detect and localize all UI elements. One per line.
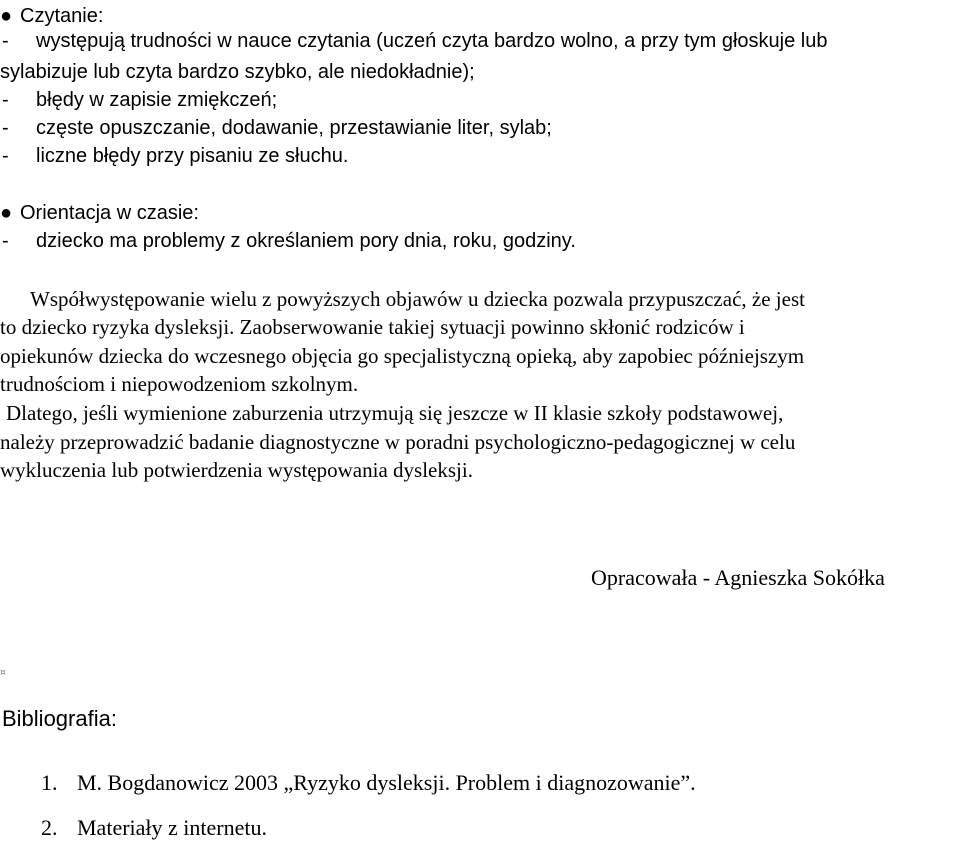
bibliography-number: 2. xyxy=(41,815,58,840)
dash-marker: - xyxy=(2,89,9,111)
list-item xyxy=(0,27,828,55)
paragraph-line xyxy=(30,285,805,313)
author-signature: Opracowała - Agnieszka Sokółka xyxy=(591,565,885,590)
bibliography-item xyxy=(41,814,267,842)
list-item-text: sylabizuje lub czyta bardzo szybko, ale niedokładnie); xyxy=(0,61,475,83)
bibliography-item xyxy=(41,769,696,797)
paragraph-text: opiekunów dziecka do wczesnego objęcia go specjalistyczną opieką, aby zapobiec późniejszym xyxy=(0,344,805,368)
paragraph-text: wykluczenia lub potwierdzenia występowania dysleksji. xyxy=(0,458,473,482)
section-heading-time-orientation xyxy=(0,199,199,227)
list-item-text: liczne błędy przy pisaniu ze słuchu. xyxy=(36,145,349,167)
dash-marker: - xyxy=(2,117,9,139)
bullet-icon: ● xyxy=(0,5,13,27)
list-item xyxy=(0,142,348,170)
list-item-text: dziecko ma problemy z określaniem pory dnia, roku, godziny. xyxy=(36,230,576,252)
bullet-icon: ● xyxy=(0,202,13,224)
paragraph-line xyxy=(0,428,795,456)
paragraph-line xyxy=(0,456,473,484)
dash-marker: - xyxy=(2,30,9,52)
section-heading-text: Czytanie: xyxy=(20,5,104,27)
paragraph-text: należy przeprowadzić badanie diagnostyczne w poradni psychologiczno-pedagogicznej w celu xyxy=(0,430,796,454)
paragraph-line xyxy=(6,399,783,427)
paragraph-text: Współwystępowanie wielu z powyższych objawów u dziecka pozwala przypuszczać, że jest xyxy=(30,287,805,311)
list-item-text: częste opuszczanie, dodawanie, przestawianie liter, sylab; xyxy=(36,117,552,139)
paragraph-line xyxy=(0,342,804,370)
paragraph-text: Dlatego, jeśli wymienione zaburzenia utrzymują się jeszcze w II klasie szkoły podstawowej, xyxy=(6,401,784,425)
small-mark-icon: ¤ xyxy=(0,668,6,678)
dash-marker: - xyxy=(2,230,9,252)
bibliography-heading: Bibliografia: xyxy=(2,706,117,731)
list-item xyxy=(0,227,576,255)
dash-marker: - xyxy=(2,145,9,167)
list-item xyxy=(0,114,552,142)
paragraph-line xyxy=(0,313,745,341)
bibliography-number: 1. xyxy=(41,770,58,795)
list-item-continuation xyxy=(0,58,475,86)
paragraph-line xyxy=(0,370,358,398)
list-item xyxy=(0,86,277,114)
list-item-text: błędy w zapisie zmiękczeń; xyxy=(36,89,278,111)
paragraph-text: to dziecko ryzyka dysleksji. Zaobserwowanie takiej sytuacji powinno skłonić rodziców i xyxy=(0,315,745,339)
bibliography-text: Materiały z internetu. xyxy=(77,815,267,840)
list-item-text: występują trudności w nauce czytania (uczeń czyta bardzo wolno, a przy tym głoskuje lub xyxy=(36,30,828,52)
section-heading-text: Orientacja w czasie: xyxy=(20,202,199,224)
paragraph-text: trudnościom i niepowodzeniom szkolnym. xyxy=(0,372,359,396)
bibliography-text: M. Bogdanowicz 2003 „Ryzyko dysleksji. Problem i diagnozowanie”. xyxy=(77,770,696,795)
section-heading-reading xyxy=(0,2,103,30)
